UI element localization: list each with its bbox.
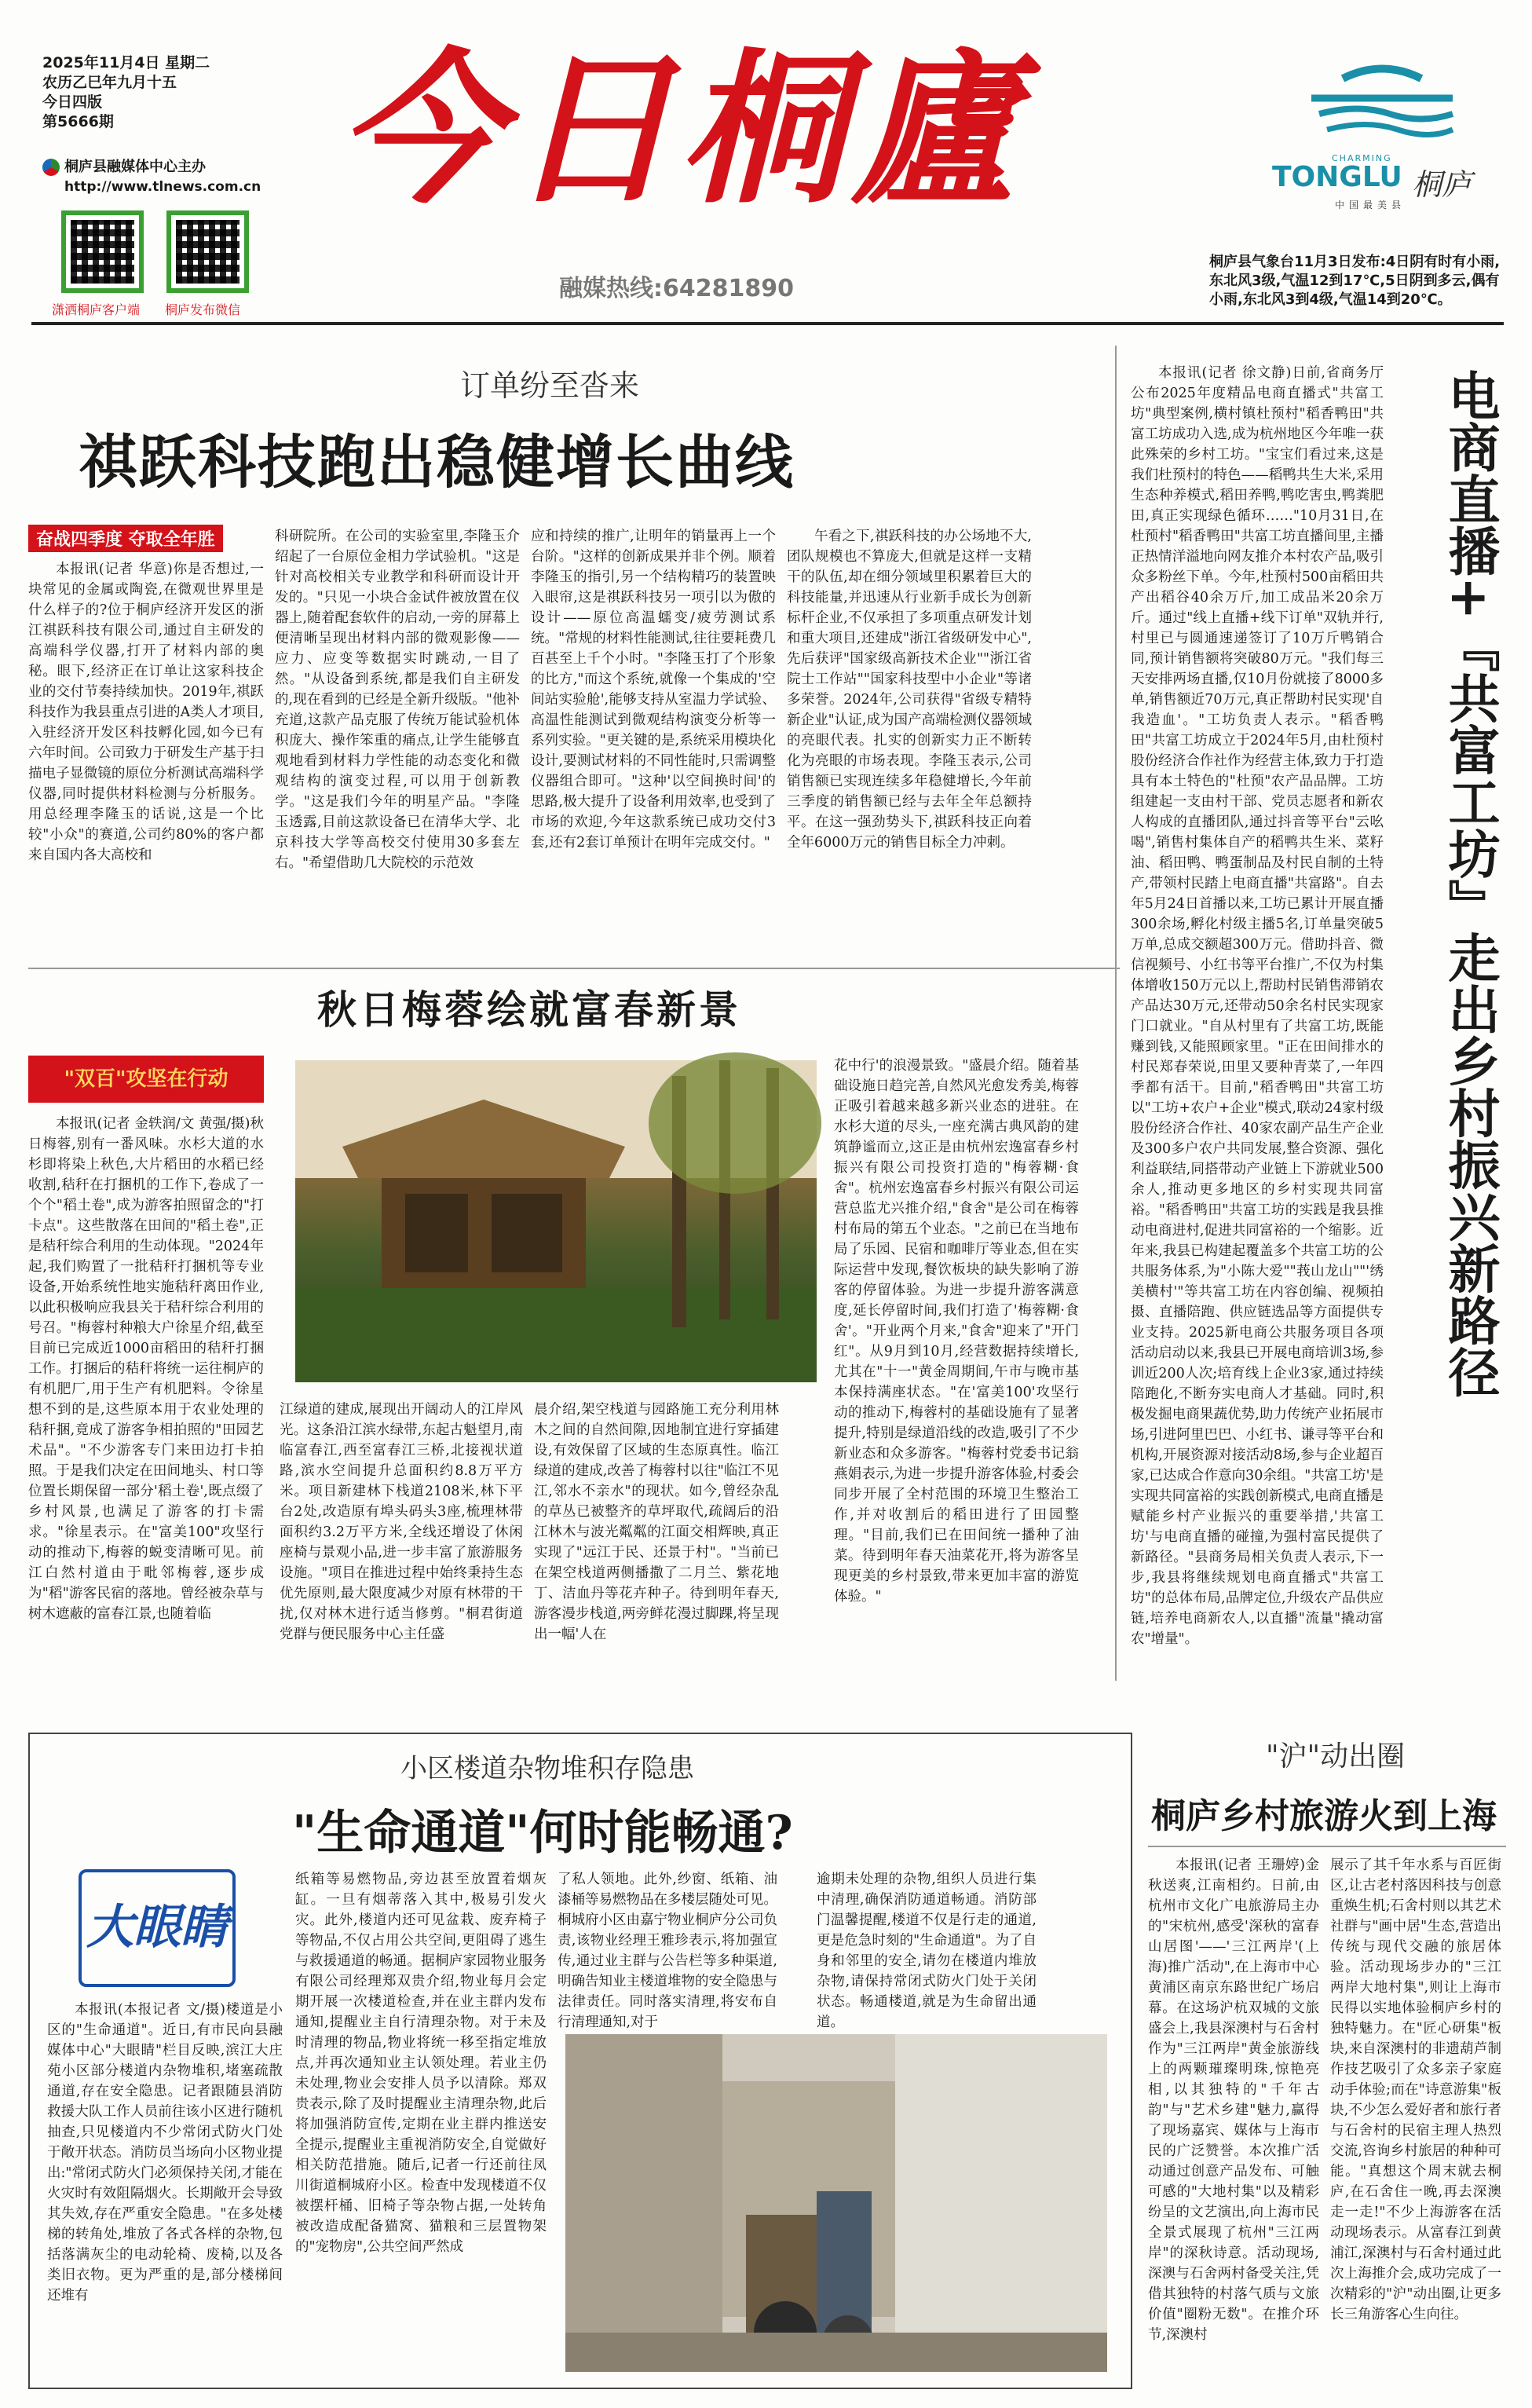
publisher-logo-icon (42, 159, 60, 176)
story2-tag: "双百"攻坚在行动 (28, 1056, 264, 1103)
qr-app-label: 潇洒桐庐客户端 (52, 302, 141, 317)
weather-forecast: 桐庐县气象台11月3日发布:4日阴有时有小雨,东北风3级,气温12到17℃,5日阴到多云,偶有小雨,东北风3到4级,气温14到20℃。 (1209, 254, 1501, 308)
story1-tag: 奋战四季度 夺取全年胜 (28, 525, 223, 552)
story2-col2: 江绿道的建成,展现出开阔动人的江岸风光。这条沿江滨水绿带,东起古魁望月,南临富春江,西至富春江三桥,北接视状道路,滨水空间提升总面积约8.8万平方米。项目新建林下栈道2108米,林下平台2处,改造原有埠头码头3座,梳理林带面积约3.2万平方米,全线还增设了休闲座椅与景观小品,进一步丰富了旅游服务设施。"项目在推进过程中始终秉持生态优先原则,最大限度减少对原有林带的干扰,仅对林木进行适当修剪。"桐君街道党群与便民服务中心主任盛 (280, 1402, 523, 1642)
story4-col2: 纸箱等易燃物品,旁边甚至放置着烟灰缸。一旦有烟蒂落入其中,极易引发火灾。此外,楼道内还可见盆栽、废弃椅子等物品,不仅占用公共空间,更阻碍了逃生与救援通道的畅通。据桐庐家园物业服务有限公司经理郑双贵介绍,物业每月会定期开展一次楼道检查,并在业主群内发布通知,提醒业主自行清理杂物。对于未及时清理的物品,物业将统一移至指定堆放点,并再次通知业主认领处理。若业主仍未处理,物业会安排人员予以清除。郑双贵表示,除了及时提醒业主清理杂物,此后将加强消防宣传,定期在业主群内推送安全提示,提醒业主重视消防安全,自觉做好相关防范措施。随后,记者一行还前往凤川街道桐城府小区。检查中发现楼道不仅被摆杆桶、旧椅子等杂物占据,一处转角被改造成配备猫窝、猫粮和三层置物架的"宠物房",公共空间严然成 (295, 1872, 547, 2255)
story1-bottom-rule (28, 968, 1120, 969)
story2-col3: 晨介绍,架空栈道与园路施工充分利用林木之间的自然间隙,因地制宜进行穿插建设,有效保留了区域的生态原真性。临江绿道的建成,改善了梅蓉村以往"临江不见江,邻水不亲水"的现状。如今,曾经杂乱的草丛已被整齐的草坪取代,疏阔后的沿江林木与波光粼粼的江面交相辉映,真正实现了"远江于民、还景于村"。"当前已在架空栈道两侧播撒了二月兰、紫花地丁、洁血丹等花卉种子。待到明年春天,游客漫步栈道,两旁鲜花漫过脚踝,将呈现出一幅'人在 (534, 1402, 779, 1642)
story1-kicker: 订单纷至沓来 (460, 368, 640, 403)
qr-wechat-label: 桐庐发布微信 (165, 302, 241, 317)
story2-headline[interactable]: 秋日梅蓉绘就富春新景 (317, 986, 741, 1033)
story2-col1: 本报讯(记者 金轶润/文 黄强/摄)秋日梅蓉,别有一番风味。水杉大道的水杉即将染上秋色,大片稻田的水稻已经收割,秸秆在打捆机的工作下,卷成了一个个"稻土卷",成为游客拍照留念的"打卡点"。这些散落在田间的"稻土卷",正是秸秆综合利用的生动体现。"2024年起,我们购置了一批秸秆打捆机等专业设备,开始系统性地实施秸秆离田作业,以此积极响应我县关于秸秆综合利用的号召。"梅蓉村种粮大户徐星介绍,截至目前已完成近1000亩稻田的秸秆打捆工作。打捆后的秸秆将统一运往桐庐的有机肥厂,用于生产有机肥料。令徐星想不到的是,这些原本用于农业处理的秸秆捆,竟成了游客争相拍照的"田园艺术品"。"不少游客专门来田边打卡拍照。于是我们决定在田间地头、村口等位置长期保留一部分'稻土卷',既点缀了乡村风景,也满足了游客的打卡需求。"徐星表示。在"富美100"攻坚行动的推动下,梅蓉的蜕变清晰可见。前江白然村道由于毗邻梅蓉,逐步成为"稻"游客民宿的落地。曾经被杂草与树木遮蔽的富春江景,也随着临 (28, 1116, 264, 1622)
story5-rule (1148, 1846, 1506, 1847)
story5-kicker: "沪"动出圈 (1266, 1740, 1406, 1773)
story1-headline[interactable]: 祺跃科技跑出稳健增长曲线 (79, 429, 795, 496)
date-line: 2025年11月4日 星期二 (42, 54, 210, 71)
story2-photo (295, 1060, 817, 1382)
logo-charming: CHARMING (1332, 153, 1392, 163)
logo-tagline: 中国最美县 (1335, 199, 1406, 210)
newspaper-masthead: 今日桐廬 (338, 32, 1023, 226)
story1-col1: 本报讯(记者 华意)你是否想过,一块常见的金属或陶瓷,在微观世界里是什么样子的?位于桐庐经济开发区的浙江祺跃科技有限公司,通过自主研发的高端科学仪器,打开了材料内部的奥秘。眼下,经济正在订单让这家科技企业的交付节奏持续加快。2019年,祺跃科技作为我县重点引进的A类人才项目,入驻经济开发区科技孵化园,如今已有六年时间。公司致力于研发生产基于扫描电子显微镜的原位分析测试高端科学仪器,同时提供材料检测与分析服务。用总经理李隆玉的话说,这是一个比较"小众"的赛道,公司约80%的客户都来自国内各大高校和 (28, 562, 264, 863)
story4-headline[interactable]: "生命通道"何时能畅通? (292, 1806, 793, 1861)
media-hotline: 融媒热线:64281890 (559, 275, 794, 302)
hallway-clutter-photo-image (565, 2034, 1107, 2372)
issue-number: 第5666期 (42, 113, 114, 130)
publisher-name: 桐庐县融媒体中心主办 (64, 159, 206, 175)
pages-count: 今日四版 (42, 93, 103, 111)
qr-code-wechat[interactable] (166, 210, 249, 293)
story4-photo (565, 2034, 1107, 2372)
story2-col4: 花中行'的浪漫景致。"盛晨介绍。随着基础设施日趋完善,自然风光愈发秀美,梅蓉正吸引着越来越多新兴业态的进驻。在水杉大道的尽头,一座充满古典风韵的建筑静谧而立,这正是由杭州宏逸富春乡村振兴有限公司投资打造的"梅蓉糊·食舍"。杭州宏逸富春乡村振兴有限公司运营总监尤兴推介绍,"食舍"是公司在梅蓉村布局的第五个业态。"之前已在当地布局了乐园、民宿和咖啡厅等业态,但在实际运营中发现,餐饮板块的缺失影响了游客的停留体验。为进一步提升游客满意度,延长停留时间,我们打造了'梅蓉糊·食舍'。"开业两个月来,"食舍"迎来了"开门红"。从9月到10月,经营数据持续增长,尤其在"十一"黄金周期间,午市与晚市基本保持满座状态。"在'富美100'攻坚行动的推动下,梅蓉村的基础设施有了显著提升,特别是绿道沿线的改造,吸引了不少新业态和众多游客。"梅蓉村党委书记翁燕娟表示,为进一步提升游客体验,村委会同步开展了全村范围的环境卫生整治工作,并对收割后的稻田进行了田园整理。"目前,我们已在田间统一播种了油菜。待到明年春天油菜花开,将为游客呈现更美的乡村景致,带来更加丰富的游览体验。" (834, 1058, 1079, 1605)
big-eyes-column-logo: 大眼睛 (79, 1869, 236, 1987)
story5-headline[interactable]: 桐庐乡村旅游火到上海 (1151, 1796, 1497, 1836)
header-rule (31, 322, 1504, 325)
logo-calligraphy: 桐庐 (1412, 167, 1472, 202)
story1-col2: 科研院所。在公司的实验室里,李隆玉介绍起了一台原位金相力学试验机。"这是针对高校相关专业教学和科研而设计开发的。"只见一小块合金试件被放置在仪器上,随着配套软件的启动,一旁的屏幕上便清晰呈现出材料内部的微观影像——应力、应变等数据实时跳动,一目了然。"从设备到系统,都是我们自主研发的,现在看到的已经是全新升级版。"他补充道,这款产品克服了传统万能试验机体积庞大、操作笨重的痛点,让学生能够直观地看到材料力学性能的动态变化和微观结构的演变过程,可以用于创新教学。"这是我们今年的明星产品。"李隆玉透露,目前这款设备已在清华大学、北京科技大学等高校交付使用30多套左右。"希望借助几大院校的示范效 (275, 529, 520, 871)
website-link[interactable]: http://www.tlnews.com.cn (64, 179, 261, 195)
story4-col3: 了私人领地。此外,纱窗、纸箱、油漆桶等易燃物品在多楼层随处可见。桐城府小区由嘉宁物业桐庐分公司负责,该物业经理王雅珍表示,将加强宣传,通过业主群与公告栏等多种渠道,明确告知业主楼道堆物的安全隐患与法律责任。同时落实清理,将安布自行清理通知,对于 (558, 1872, 777, 2030)
logo-tonglu: TONGLU (1272, 161, 1402, 193)
story4-col1: 本报讯(本报记者 文/摄)楼道是小区的"生命通道"。近日,有市民向县融媒体中心"大眼睛"栏目反映,滨江大庄苑小区部分楼道内杂物堆积,堵塞疏散通道,存在安全隐患。记者跟随县消防救援大队工作人员前往该小区进行随机抽查,只见楼道内不少常闭式防火门处于敞开状态。消防员当场向小区物业提出:"常闭式防火门必须保持关闭,才能在火灾时有效阻隔烟火。长期敞开会导致其失效,存在严重安全隐患。"在多处楼梯的转角处,堆放了各式各样的杂物,包括落满灰尘的电动轮椅、废椅,以及各类旧衣物。更为严重的是,部分楼梯间还堆有 (47, 2002, 283, 2304)
story4-kicker: 小区楼道杂物堆积存隐患 (400, 1753, 694, 1784)
column-divider (1115, 346, 1117, 1681)
story5-col1: 本报讯(记者 王珊婷)金秋送爽,江南相约。日前,由杭州市文化广电旅游局主办的"宋杭州,感受'深秋的富春山居图'——'三江两岸'(上海)推广活动",在上海市中心黄浦区南京东路世纪广场启幕。在这场沪杭双城的文旅盛会上,我县深澳村与石舍村作为"三江两岸"黄金旅游线上的两颗璀璨明珠,惊艳亮相,以其独特的"千年古韵"与"艺术乡建"魅力,赢得了现场嘉宾、媒体与上海市民的广泛赞誉。本次推广活动通过创意产品发布、可触可感的"大地村集"以及精彩纷呈的文艺演出,向上海市民全景式展现了杭州"三江两岸"的深秋诗意。活动现场,深澳与石舍两村备受关注,凭借其独特的村落气质与文旅价值"圈粉无数"。在推介环节,深澳村 (1148, 1857, 1319, 2343)
date-block (42, 53, 210, 132)
story3-text: 本报讯(记者 徐文静)日前,省商务厅公布2025年度精品电商直播式"共富工坊"典型案例,横村镇杜预村"稻香鸭田"共富工坊成功入选,成为杭州地区今年唯一获此殊荣的乡村工坊。"宝宝们看过来,这是我们杜预村的特色——稻鸭共生大米,采用生态种养模式,稻田养鸭,鸭吃害虫,鸭粪肥田,真正实现绿色循环……"10月31日,在杜预村"稻香鸭田"共富工坊直播间里,主播正热情洋溢地向网友推介本村农产品,吸引众多粉丝下单。今年,杜预村500亩稻田共产出稻谷40余万斤,加工成品米20余万斤。通过"线上直播+线下订单"双轨并行,村里已与圆通速递签订了10万斤鸭销合同,预计销售额将突破80万元。"我们每三天安排两场直播,仅10月份就接了8000多单,销售额近70万元,真正帮助村民实现'自我造血'。"工坊负责人表示。"稻香鸭田"共富工坊成立于2024年5月,由杜预村股份经济合作社作为经营主体,致力于打造具有本土特色的"杜预"农产品品牌。工坊组建起一支由村干部、党员志愿者和新农人构成的直播团队,通过抖音等平台"云吆喝",销售村集体自产的稻鸭共生米、菜籽油、稻田鸭、鸭蛋制品及村民自制的土特产,带领村民踏上电商直播"共富路"。自去年5月24日首播以来,工坊已累计开展直播300余场,孵化村级主播5名,订单量突破5万单,总成交额超300万元。借助抖音、微信视频号、小红书等平台推广,不仅为村集体增收150万元以上,帮助村民销售滞销农产品达30万元,还带动50余名村民实现家门口就业。"自从村里有了共富工坊,既能赚到钱,又能照顾家里。"正在田间排水的村民郑春荣说,田里又要种青菜了,一年四季都有活干。目前,"稻香鸭田"共富工坊以"工坊+农户+企业"模式,联动24家村级股份经济合作社、40家农副产品生产企业及300多户农户共同发展,整合资源、强化利益联结,同搭带动产业链上下游就业500余人,推动更多地区的乡村实现共同富裕。"稻香鸭田"共富工坊的实践是我县推动电商进村,促进共同富裕的一个缩影。近年来,我县已构建起覆盖多个共富工坊的公共服务体系,为"小陈大爱""莪山龙山""'绣美横村'"等共富工坊在内容创编、视频拍摄、直播陪跑、供应链选品等方面提供专业支持。2025新电商公共服务项目各项活动启动以来,我县已开展电商培训3场,参训近200人次;培育线上企业3家,通过持续陪跑化,不断夯实电商人才基础。同时,积极发掘电商果蔬优势,助力传统产业拓展市场,引进阿里巴巴、小红书、谦寻等平台和机构,开展资源对接活动8场,参与企业超百家,已达成合作意向30余组。"共富工坊'是实现共同富裕的实践创新模式,电商直播是赋能乡村产业振兴的重要举措,'共富工坊'与电商直播的碰撞,为强村富民提供了新路径。"县商务局相关负责人表示,下一步,我县将继续规划电商直播式"共富工坊"的总体布局,品牌定位,升级农产品供应链,培养电商新农人,以直播"流量"撬动富农"增量"。 (1131, 365, 1384, 1647)
story3-headline[interactable]: 电商直播+『共富工坊』走出乡村振兴新路径 (1439, 369, 1501, 1398)
pavilion-photo-image (295, 1060, 817, 1382)
story4-col4: 逾期未处理的杂物,组织人员进行集中清理,确保消防通道畅通。消防部门温馨提醒,楼道不仅是行走的通道,更是危急时刻的"生命通道"。为了自身和邻里的安全,请勿在楼道内堆放杂物,请保持常闭式防火门处于关闭状态。畅通楼道,就是为生命留出通道。 (817, 1872, 1037, 2030)
publisher-info (42, 156, 261, 195)
story1-col3: 应和持续的推广,让明年的销量再上一个台阶。"这样的创新成果并非个例。顺着李隆玉的指引,另一个结构精巧的装置映入眼帘,这是祺跃科技另一项引以为傲的设计——原位高温蠕变/疲劳测试系统。"常规的材料性能测试,往往要耗费几百甚至上千个小时。"李隆玉打了个形象的比方,"而这个系统,就像一个集成的'空间站实验舱',能够支持从室温力学试验、高温性能测试到微观结构演变分析等一系列实验。"更关键的是,系统采用模块化设计,要测试材料的不同性能时,只需调整仪器组合即可。"这种'以空间换时间'的思路,极大提升了设备利用效率,也受到了市场的欢迎,今年这款系统已成功交付3套,还有2套订单预计在明年完成交付。" (531, 529, 776, 851)
tonglu-brand-logo (1264, 63, 1492, 212)
story5-col2: 展示了其千年水系与百匠街区,让古老村落因科技与创意重焕生机;石舍村则以其艺术社群与"画中居"生态,营造出传统与现代交融的旅居体验。活动现场步办的"三江两岸大地村集",则让上海市民得以实地体验桐庐乡村的独特魅力。在"匠心研集"板块,来自深澳村的非遗葫芦制作技艺吸引了众多亲子家庭动手体验;而在"诗意游集"板块,不少怎么爱好者和旅行者与石舍村的民宿主理人热烈交流,咨询乡村旅居的种种可能。"真想这个周末就去桐庐,在石舍住一晚,再去深澳走一走!"不少上海游客在活动现场表示。从富春江到黄浦江,深澳村与石舍村通过此次上海推介会,成功完成了一次精彩的"沪"动出圈,让更多长三角游客心生向往。 (1330, 1857, 1501, 2322)
story1-col4: 午看之下,祺跃科技的办公场地不大,团队规模也不算庞大,但就是这样一支精干的队伍,却在细分领域里积累着巨大的科技能量,并迅速从行业新手成长为创新标杆企业,不仅承担了多项重点研发计划和重大项目,还建成"浙江省级研发中心",先后获评"国家级高新技术企业""浙江省院士工作站""国家科技型中小企业"等诸多荣誉。2024年,公司获得"省级专精特新企业"认证,成为国产高端检测仪器领域的亮眼代表。扎实的创新实力正不断转化为亮眼的市场表现。李隆玉表示,公司销售额已实现连续多年稳健增长,今年前三季度的销售额已经与去年全年总额持平。在这一强劲势头下,祺跃科技正向着全年6000万元的销售目标全力冲刺。 (787, 529, 1032, 851)
tonglu-wave-icon (1296, 63, 1468, 141)
lunar-date: 农历乙巳年九月十五 (42, 74, 177, 91)
qr-code-app[interactable] (61, 210, 144, 293)
